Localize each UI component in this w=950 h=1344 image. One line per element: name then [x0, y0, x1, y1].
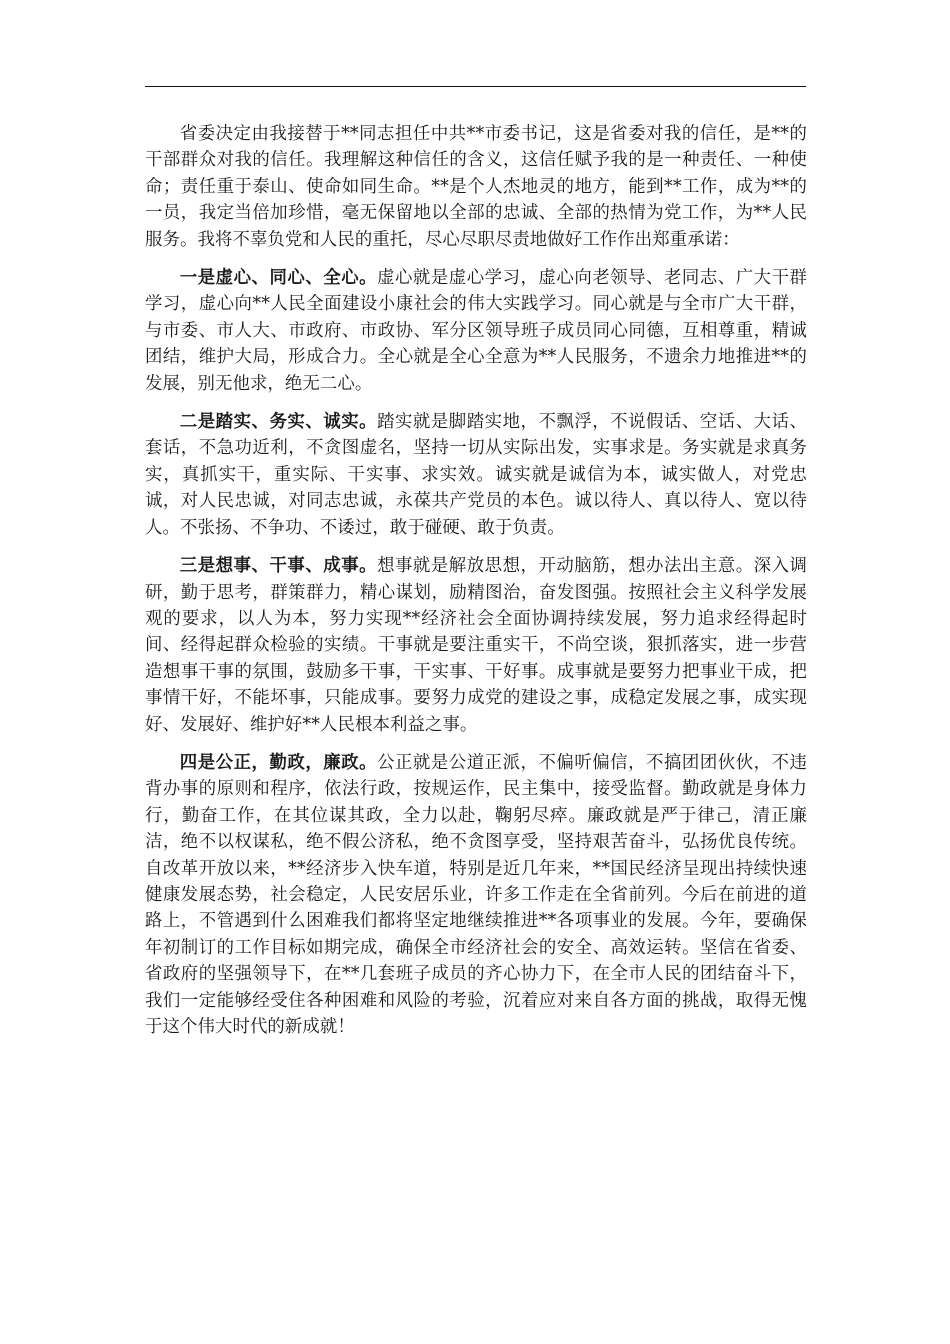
commitment-paragraph-1: [145, 265, 807, 397]
commitment-paragraph-4: [145, 750, 807, 1040]
paragraph-text: 公正就是公道正派，不偏听偏信，不搞团团伙伙，不违背办事的原则和程序，依法行政，按规运作，民主集中，接受监督。勤政就是身体力行，勤奋工作，在其位谋其政，全力以赴，鞠躬尽瘁。廉政就是严于律己，清正廉洁，绝不以权谋私，绝不假公济私，绝不贪图享受，坚持艰苦奋斗，弘扬优良传统。自改革开放以来，**经济步入快车道，特别是近几年来，**国民经济呈现出持续快速健康发展态势，社会稳定，人民安居乐业，许多工作走在全省前列。今后在前进的道路上，不管遇到什么困难我们都将坚定地继续推进**各项事业的发展。今年，要确保年初制订的工作目标如期完成，确保全市经济社会的安全、高效运转。坚信在省委、省政府的坚强领导下，在**几套班子成员的齐心协力下，在全市人民的团结奋斗下，我们一定能够经受住各种困难和风险的考验，沉着应对来自各方面的挑战，取得无愧于这个伟大时代的新成就！: [145, 752, 807, 1037]
paragraph-text: 踏实就是脚踏实地，不飘浮，不说假话、空话、大话、套话，不急功近利，不贪图虚名，坚持一切从实际出发，实事求是。务实就是求真务实，真抓实干，重实际、干实事、求实效。诚实就是诚信为本，诚实做人，对党忠诚，对人民忠诚，对同志忠诚，永葆共产党员的本色。诚以待人、真以待人、宽以待人。不张扬、不争功、不诿过，敢于碰硬、敢于负责。: [145, 412, 807, 538]
document-body: [145, 121, 807, 1052]
intro-paragraph: [145, 121, 807, 253]
commitment-paragraph-2: [145, 409, 807, 541]
paragraph-lead: 二是踏实、务实、诚实。: [179, 412, 378, 433]
paragraph-lead: 三是想事、干事、成事。: [179, 556, 378, 577]
commitment-paragraph-3: [145, 553, 807, 738]
paragraph-lead: 四是公正，勤政，廉政。: [179, 752, 378, 773]
paragraph-lead: 一是虚心、同心、全心。: [179, 268, 378, 289]
paragraph-text: 虚心就是虚心学习，虚心向老领导、老同志、广大干群学习，虚心向**人民全面建设小康社会的伟大实践学习。同心就是与全市广大干群，与市委、市人大、市政府、市政协、军分区领导班子成员同心同德，互相尊重，精诚团结，维护大局，形成合力。全心就是全心全意为**人民服务，不遗余力地推进**的发展，别无他求，绝无二心。: [145, 268, 807, 394]
header-rule: [145, 86, 806, 87]
paragraph-text: 想事就是解放思想，开动脑筋，想办法出主意。深入调研，勤于思考，群策群力，精心谋划，励精图治，奋发图强。按照社会主义科学发展观的要求，以人为本，努力实现**经济社会全面协调持续发展，努力追求经得起时间、经得起群众检验的实绩。干事就是要注重实干，不尚空谈，狠抓落实，进一步营造想事干事的氛围，鼓励多干事，干实事、干好事。成事就是要努力把事业干成，把事情干好，不能坏事，只能成事。要努力成党的建设之事，成稳定发展之事，成实现好、发展好、维护好**人民根本利益之事。: [145, 556, 807, 735]
paragraph-text: 省委决定由我接替于**同志担任中共**市委书记，这是省委对我的信任，是**的干部群众对我的信任。我理解这种信任的含义，这信任赋予我的是一种责任、一种使命；责任重于泰山、使命如同生命。**是个人杰地灵的地方，能到**工作，成为**的一员，我定当倍加珍惜，毫无保留地以全部的忠诚、全部的热情为党工作，为**人民服务。我将不辜负党和人民的重托，尽心尽职尽责地做好工作作出郑重承诺：: [145, 124, 807, 250]
